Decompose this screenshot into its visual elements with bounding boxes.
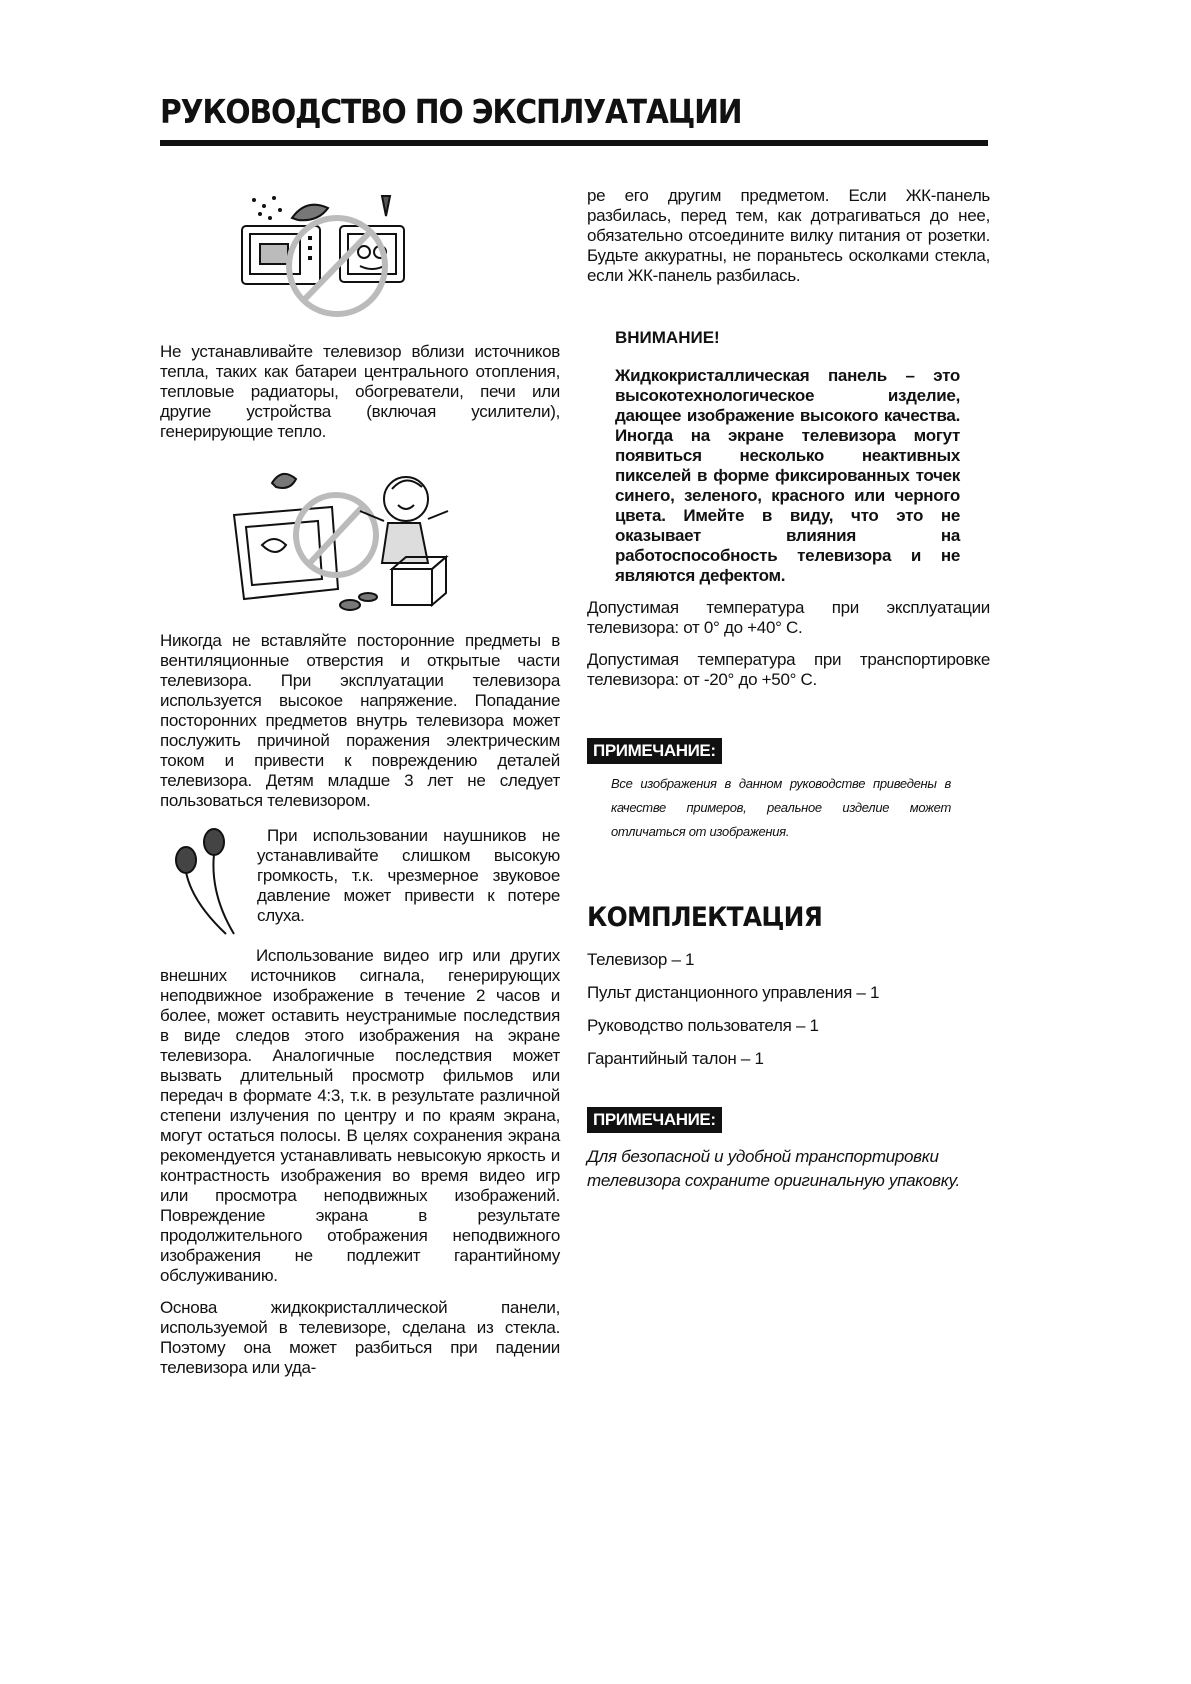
title-underline <box>160 140 988 146</box>
kit-section-title: КОМПЛЕКТАЦИЯ <box>587 902 823 933</box>
kit-item: Гарантийный талон – 1 <box>587 1049 764 1068</box>
operating-temperature-paragraph: Допустимая температура при эксплуатации телевизора: от 0° до +40° С. <box>587 598 990 637</box>
headphones-paragraph: При использовании наушников не устанавливайте слишком высокую громкость, т.к. чрезмерное звуковое давление может привести к потере слуха. <box>257 826 560 925</box>
note-badge: ПРИМЕЧАНИЕ: <box>587 738 722 764</box>
kit-item: Пульт дистанционного управления – 1 <box>587 983 880 1002</box>
heat-sources-paragraph: Не устанавливайте телевизор вблизи источников тепла, таких как батареи центрального отопления, тепловые радиаторы, обогреватели, печи или другие устройства (включая усилители), генерирующие тепло. <box>160 342 560 441</box>
foreign-objects-paragraph: Никогда не вставляйте посторонние предметы в вентиляционные отверстия и открытые части телевизора. При эксплуатации телевизора используется высокое напряжение. Попадание посторонних предметов внутрь телевизора может послужить причиной поражения электрическим током и привести к повреждению деталей телевизора. Детям младше 3 лет не следует пользоваться телевизором. <box>160 631 560 810</box>
left-column <box>160 342 560 442</box>
kit-list <box>587 943 990 1075</box>
note-block-2 <box>587 1107 990 1193</box>
warning-body: Жидкокристаллическая панель – это высокотехнологическое изделие, дающее изображение высокого качества. Иногда на экране телевизора могут появиться несколько неактивных пикселей в форме фиксированных точек синего, зеленого, красного или черного цвета. Имейте в виду, что это не оказывает влияния на работоспособность телевизора и не являются дефектом. <box>615 366 960 585</box>
kit-item: Телевизор – 1 <box>587 950 695 969</box>
headphones-block <box>257 826 560 926</box>
tv-near-heater-illustration <box>232 188 412 320</box>
transport-temperature-paragraph: Допустимая температура при транспортировке телевизора: от -20° до +50° С. <box>587 650 990 689</box>
note-badge: ПРИМЕЧАНИЕ: <box>587 1107 722 1133</box>
note-text: Для безопасной и удобной транспортировки телевизора сохраните оригинальную упаковку. <box>587 1147 960 1190</box>
video-games-paragraph: Использование видео игр или других внешних источников сигнала, генерирующих неподвижное изображение в течение 2 часов и более, может оставить неустранимые последствия в виде следов этого изображения на экране телевизора. Аналогичные последствия может вызвать длительный просмотр фильмов или передач в формате 4:3, т.к. в результате различной степени излучения по центру и по краям экрана, могут остаться полосы. В целях сохранения экрана рекомендуется устанавливать невысокую яркость и контрастность изображения во время видео игр или просмотра неподвижных изображений. Повреждение экрана в результате продолжительного отображения неподвижного изображения не подлежит гарантийному обслуживанию. <box>160 946 560 1285</box>
warning-block <box>615 328 960 586</box>
lcd-glass-continued-paragraph: ре его другим предметом. Если ЖК-панель разбилась, перед тем, как дотрагиваться до нее, обязательно отсоедините вилку питания от розетки. Будьте аккуратны, не пораньтесь осколками стекла, если ЖК-панель разбилась. <box>587 186 990 285</box>
page-title: РУКОВОДСТВО ПО ЭКСПЛУАТАЦИИ <box>160 92 742 131</box>
note-text: Все изображения в данном руководстве приведены в качестве примеров, реальное изделие может отличаться от изображения. <box>611 776 951 839</box>
lcd-glass-paragraph: Основа жидкокристаллической панели, используемой в телевизоре, сделана из стекла. Поэтому она может разбиться при падении телевизора или уда- <box>160 1298 560 1377</box>
left-column-bottom <box>160 946 560 1378</box>
headphones-illustration <box>168 826 238 938</box>
right-column <box>587 186 990 1193</box>
warning-title: ВНИМАНИЕ! <box>615 328 720 347</box>
left-column-middle <box>160 631 560 811</box>
kit-item: Руководство пользователя – 1 <box>587 1016 819 1035</box>
note-block-1 <box>587 738 990 844</box>
kit-section <box>587 902 990 1075</box>
child-inserting-objects-illustration <box>232 465 472 621</box>
